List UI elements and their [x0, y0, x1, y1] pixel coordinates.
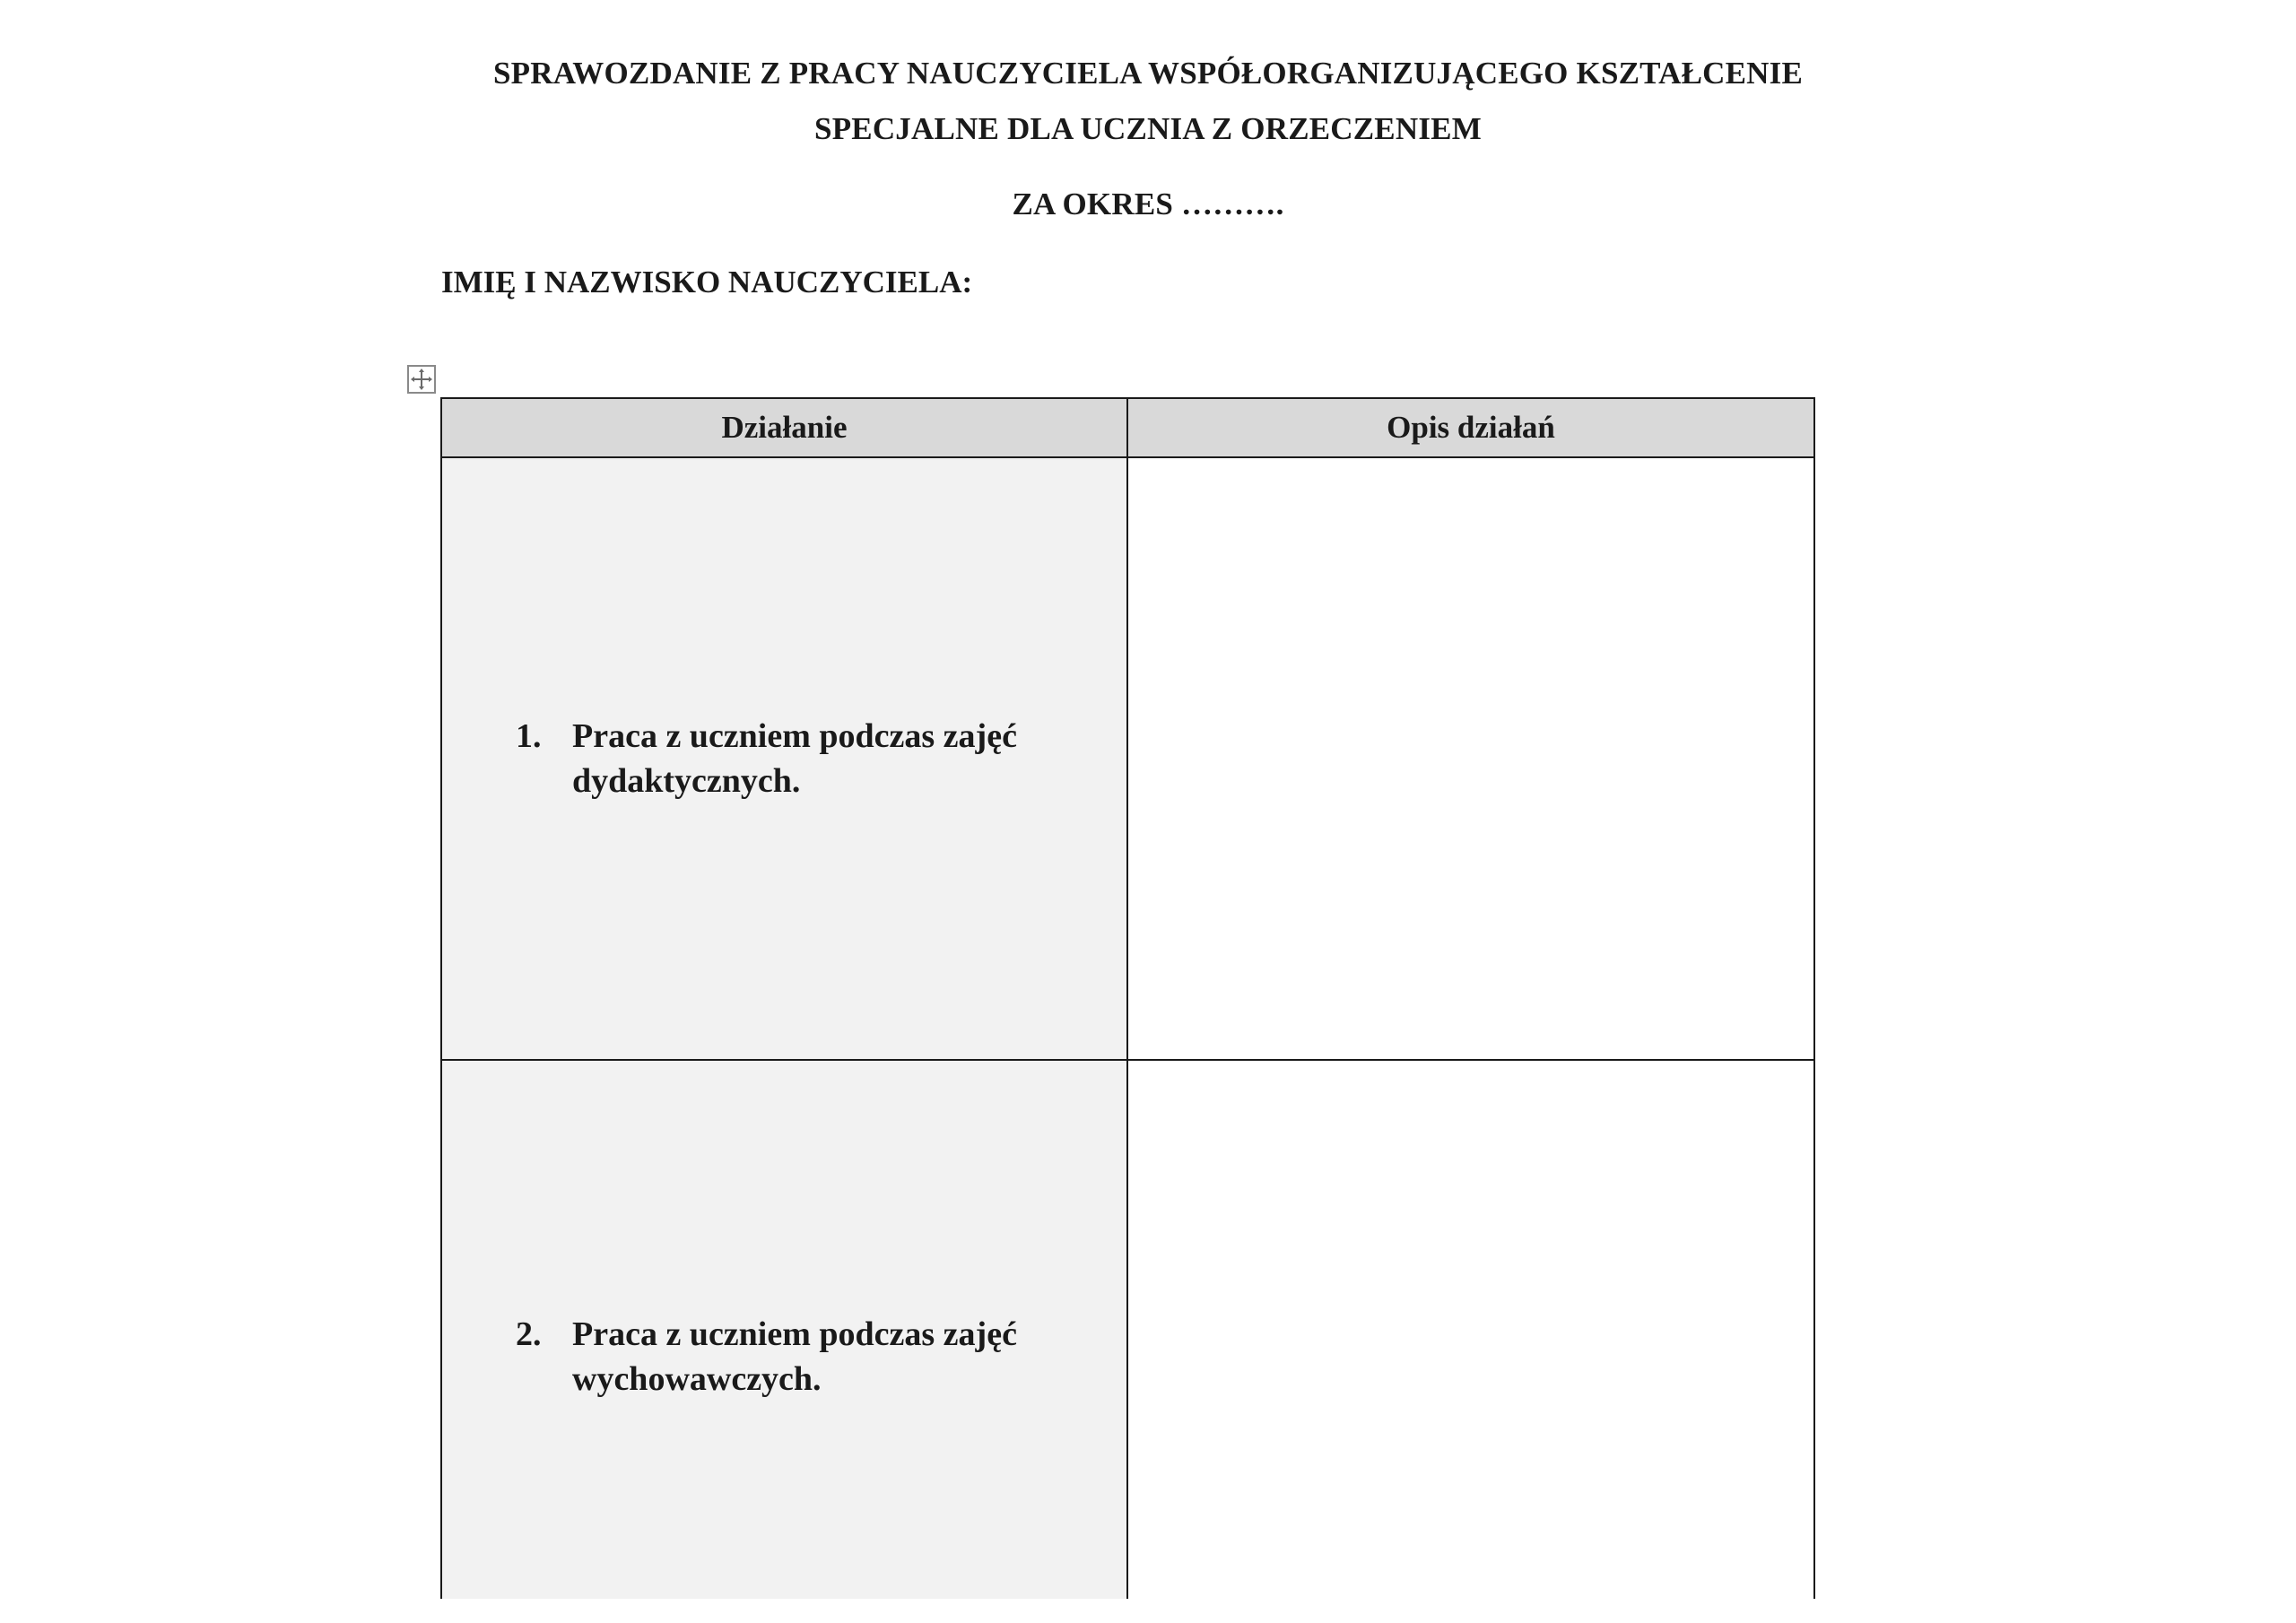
description-cell[interactable]	[1127, 1060, 1814, 1599]
action-cell[interactable]	[441, 1060, 1127, 1599]
header-action[interactable]: Działanie	[441, 398, 1127, 457]
item-text: Praca z uczniem podczas zajęć dydaktycznych.	[572, 717, 1017, 800]
report-period: ZA OKRES ……….	[1012, 187, 1284, 221]
item-number: 2.	[516, 1315, 542, 1353]
action-cell[interactable]	[441, 457, 1127, 1060]
move-arrows-icon[interactable]	[407, 365, 436, 394]
item-text: Praca z uczniem podczas zajęć wychowawczych.	[572, 1315, 1017, 1398]
table-row	[441, 457, 1814, 1060]
table-header-row	[441, 398, 1814, 457]
description-cell[interactable]	[1127, 457, 1814, 1060]
document-title-line-1: SPRAWOZDANIE Z PRACY NAUCZYCIELA WSPÓŁORGANIZUJĄCEGO KSZTAŁCENIE	[492, 56, 1804, 91]
report-table	[440, 397, 1815, 1599]
list-item	[442, 1312, 1126, 1402]
teacher-name-label: IMIĘ I NAZWISKO NAUCZYCIELA:	[441, 265, 973, 299]
item-number: 1.	[516, 717, 542, 755]
table-row	[441, 1060, 1814, 1599]
header-description[interactable]: Opis działań	[1127, 398, 1814, 457]
list-item	[442, 714, 1126, 803]
document-title-line-2: SPECJALNE DLA UCZNIA Z ORZECZENIEM	[814, 111, 1482, 146]
